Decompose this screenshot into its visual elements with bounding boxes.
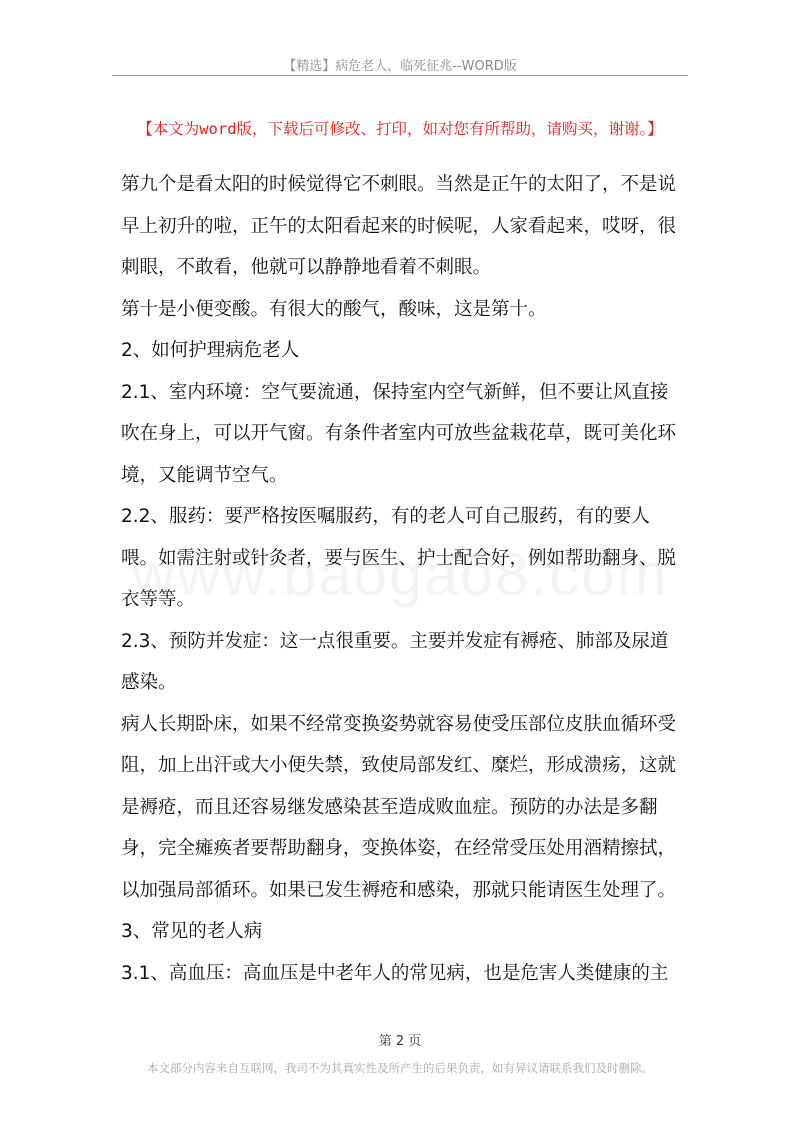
paragraph-sign-ten: 第十是小便变酸。有很大的酸气，酸味，这是第十。 xyxy=(121,298,547,320)
purchase-notice: 【本文为word版，下载后可修改、打印，如对您有所帮助，请购买，谢谢。】 xyxy=(137,120,663,138)
paragraph-medication: 2.2、服药：要严格按医嘱服药，有的老人可自己服药，有的要人喂。如需注射或针灸者，要与医生、护士配合好，例如帮助翻身、脱衣等等。 xyxy=(121,506,677,610)
header-divider xyxy=(112,75,688,76)
page-number: 第 2 页 xyxy=(378,1034,422,1049)
paragraph-complications: 2.3、预防并发症：这一点很重要。主要并发症有褥疮、肺部及尿道感染。 xyxy=(121,630,669,693)
footer-disclaimer: 本文部分内容来自互联网，我司不为其真实性及所产生的后果负责，如有异议请联系我们及时删除。 xyxy=(147,1061,653,1075)
paragraph-sign-nine: 第九个是看太阳的时候觉得它不刺眼。当然是正午的太阳了，不是说早上初升的啦，正午的太阳看起来的时候呢，人家看起来，哎呀，很刺眼，不敢看，他就可以静静地看着不刺眼。 xyxy=(121,174,677,278)
document-body xyxy=(121,164,681,994)
paragraph-room-environment: 2.1、室内环境：空气要流通，保持室内空气新鲜，但不要让风直接吹在身上，可以开气窗。有条件者室内可放些盆栽花草，既可美化环境，又能调节空气。 xyxy=(121,381,677,486)
section-heading-diseases: 3、常见的老人病 xyxy=(121,921,263,942)
document-header: 【精选】病危老人，临死征兆--WORD版 xyxy=(283,59,517,74)
paragraph-bedsores: 病人长期卧床，如果不经常变换姿势就容易使受压部位皮肤血循环受阻，加上出汗或大小便失禁，致使局部发红、糜烂，形成溃疡，这就是褥疮，而且还容易继发感染甚至造成败血症。预防的办法是多翻身，完全瘫痪者要帮助翻身，变换体姿，在经常受压处用酒精擦拭，以加强局部循环。如果已发生褥疮和感染，那就只能请医生处理了。 xyxy=(121,713,677,901)
section-heading-care: 2、如何护理病危老人 xyxy=(121,340,300,361)
paragraph-hypertension: 3.1、高血压：高血压是中老年人的常见病，也是危害人类健康的主 xyxy=(121,962,669,984)
